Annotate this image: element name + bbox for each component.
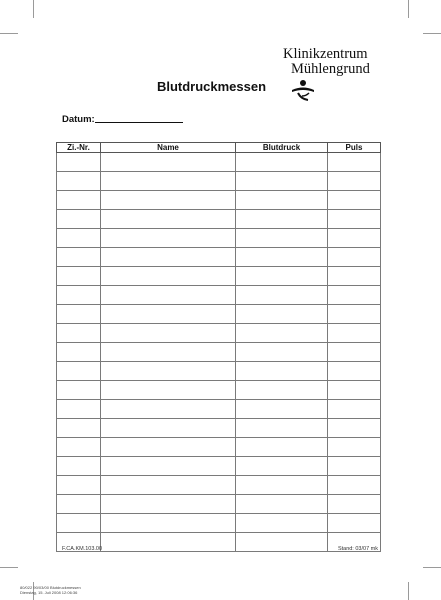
cell-pulse bbox=[328, 229, 381, 248]
cell-blood-pressure bbox=[236, 381, 328, 400]
cell-name bbox=[101, 229, 236, 248]
table-row bbox=[57, 191, 381, 210]
table-row bbox=[57, 438, 381, 457]
cell-pulse bbox=[328, 191, 381, 210]
cell-blood-pressure bbox=[236, 210, 328, 229]
date-field-line bbox=[95, 122, 183, 123]
crop-mark-top-right bbox=[408, 0, 409, 18]
table-row bbox=[57, 362, 381, 381]
cell-blood-pressure bbox=[236, 400, 328, 419]
cell-room bbox=[57, 210, 101, 229]
cell-blood-pressure bbox=[236, 457, 328, 476]
cell-pulse bbox=[328, 305, 381, 324]
crop-mark-top-right-horizontal bbox=[423, 33, 441, 34]
date-label: Datum: bbox=[62, 114, 95, 125]
table-row bbox=[57, 514, 381, 533]
cell-blood-pressure bbox=[236, 419, 328, 438]
cell-blood-pressure bbox=[236, 362, 328, 381]
print-slug-line-2: Dienstag, 15. Juli 2008 12:06:36 bbox=[20, 590, 78, 595]
cell-name bbox=[101, 324, 236, 343]
column-header-room: Zi.-Nr. bbox=[57, 143, 101, 153]
cell-pulse bbox=[328, 286, 381, 305]
column-header-pulse: Puls bbox=[328, 143, 381, 153]
cell-room bbox=[57, 476, 101, 495]
cell-pulse bbox=[328, 362, 381, 381]
cell-room bbox=[57, 362, 101, 381]
cell-name bbox=[101, 400, 236, 419]
table-row bbox=[57, 343, 381, 362]
logo-line-2: Mühlengrund bbox=[291, 61, 370, 77]
cell-blood-pressure bbox=[236, 153, 328, 172]
cell-pulse bbox=[328, 457, 381, 476]
cell-name bbox=[101, 457, 236, 476]
cell-blood-pressure bbox=[236, 286, 328, 305]
table-row bbox=[57, 286, 381, 305]
table-row bbox=[57, 400, 381, 419]
cell-pulse bbox=[328, 172, 381, 191]
crop-mark-top-left bbox=[33, 0, 34, 18]
cell-pulse bbox=[328, 419, 381, 438]
print-slug bbox=[20, 585, 81, 595]
cell-room bbox=[57, 495, 101, 514]
cell-pulse bbox=[328, 400, 381, 419]
cell-name bbox=[101, 533, 236, 552]
cell-blood-pressure bbox=[236, 476, 328, 495]
cell-pulse bbox=[328, 324, 381, 343]
cell-blood-pressure bbox=[236, 229, 328, 248]
cell-room bbox=[57, 153, 101, 172]
cell-room bbox=[57, 191, 101, 210]
cell-name bbox=[101, 191, 236, 210]
crop-mark-top-left-horizontal bbox=[0, 33, 18, 34]
cell-room bbox=[57, 514, 101, 533]
cell-name bbox=[101, 267, 236, 286]
table-row bbox=[57, 457, 381, 476]
column-header-blood-pressure: Blutdruck bbox=[236, 143, 328, 153]
cell-pulse bbox=[328, 267, 381, 286]
cell-pulse bbox=[328, 514, 381, 533]
table-row bbox=[57, 476, 381, 495]
cell-pulse bbox=[328, 210, 381, 229]
table-row bbox=[57, 153, 381, 172]
cell-room bbox=[57, 457, 101, 476]
cell-name bbox=[101, 419, 236, 438]
cell-pulse bbox=[328, 248, 381, 267]
cell-room bbox=[57, 419, 101, 438]
table-row bbox=[57, 172, 381, 191]
cell-room bbox=[57, 286, 101, 305]
cell-blood-pressure bbox=[236, 438, 328, 457]
cell-room bbox=[57, 229, 101, 248]
cell-blood-pressure bbox=[236, 495, 328, 514]
cell-blood-pressure bbox=[236, 324, 328, 343]
crop-mark-bottom-right bbox=[408, 582, 409, 600]
cell-name bbox=[101, 381, 236, 400]
cell-name bbox=[101, 343, 236, 362]
form-title: Blutdruckmessen bbox=[156, 79, 267, 94]
table-row bbox=[57, 267, 381, 286]
form-code: F.CA.KM.103.00 bbox=[62, 546, 103, 552]
table-body bbox=[57, 153, 381, 552]
cell-name bbox=[101, 476, 236, 495]
table-row bbox=[57, 305, 381, 324]
logo-line-1: Klinikzentrum bbox=[283, 46, 368, 62]
table-row bbox=[57, 229, 381, 248]
cell-blood-pressure bbox=[236, 514, 328, 533]
cell-name bbox=[101, 248, 236, 267]
cell-name bbox=[101, 305, 236, 324]
cell-room bbox=[57, 267, 101, 286]
cell-blood-pressure bbox=[236, 533, 328, 552]
cell-pulse bbox=[328, 381, 381, 400]
cell-name bbox=[101, 286, 236, 305]
cell-name bbox=[101, 362, 236, 381]
cell-name bbox=[101, 153, 236, 172]
cell-room bbox=[57, 172, 101, 191]
cell-name bbox=[101, 438, 236, 457]
cell-blood-pressure bbox=[236, 267, 328, 286]
table-row bbox=[57, 419, 381, 438]
table-row bbox=[57, 210, 381, 229]
cell-room bbox=[57, 324, 101, 343]
cell-room bbox=[57, 343, 101, 362]
cell-name bbox=[101, 495, 236, 514]
cell-name bbox=[101, 172, 236, 191]
table-row bbox=[57, 533, 381, 552]
crop-mark-bottom-right-horizontal bbox=[423, 567, 441, 568]
cell-name bbox=[101, 210, 236, 229]
column-header-name: Name bbox=[101, 143, 236, 153]
cell-room bbox=[57, 438, 101, 457]
table-row bbox=[57, 381, 381, 400]
cell-blood-pressure bbox=[236, 191, 328, 210]
table-row bbox=[57, 324, 381, 343]
cell-pulse bbox=[328, 153, 381, 172]
measurement-table bbox=[56, 142, 381, 552]
table-row bbox=[57, 248, 381, 267]
cell-blood-pressure bbox=[236, 172, 328, 191]
cell-name bbox=[101, 514, 236, 533]
table-row bbox=[57, 495, 381, 514]
cell-pulse bbox=[328, 495, 381, 514]
table-header-row bbox=[57, 143, 381, 153]
print-slug-line-1: 80/022 90/03/00 Blutdruckmessen bbox=[20, 585, 81, 590]
cell-blood-pressure bbox=[236, 305, 328, 324]
cell-room bbox=[57, 381, 101, 400]
cell-blood-pressure bbox=[236, 248, 328, 267]
cell-room bbox=[57, 400, 101, 419]
crop-mark-bottom-left-horizontal bbox=[0, 567, 18, 568]
cell-pulse bbox=[328, 476, 381, 495]
cell-pulse bbox=[328, 438, 381, 457]
cell-blood-pressure bbox=[236, 343, 328, 362]
form-version: Stand: 03/07 mk bbox=[337, 546, 378, 552]
cell-room bbox=[57, 248, 101, 267]
cell-room bbox=[57, 305, 101, 324]
clinic-logo-text bbox=[283, 47, 370, 77]
cell-pulse bbox=[328, 343, 381, 362]
